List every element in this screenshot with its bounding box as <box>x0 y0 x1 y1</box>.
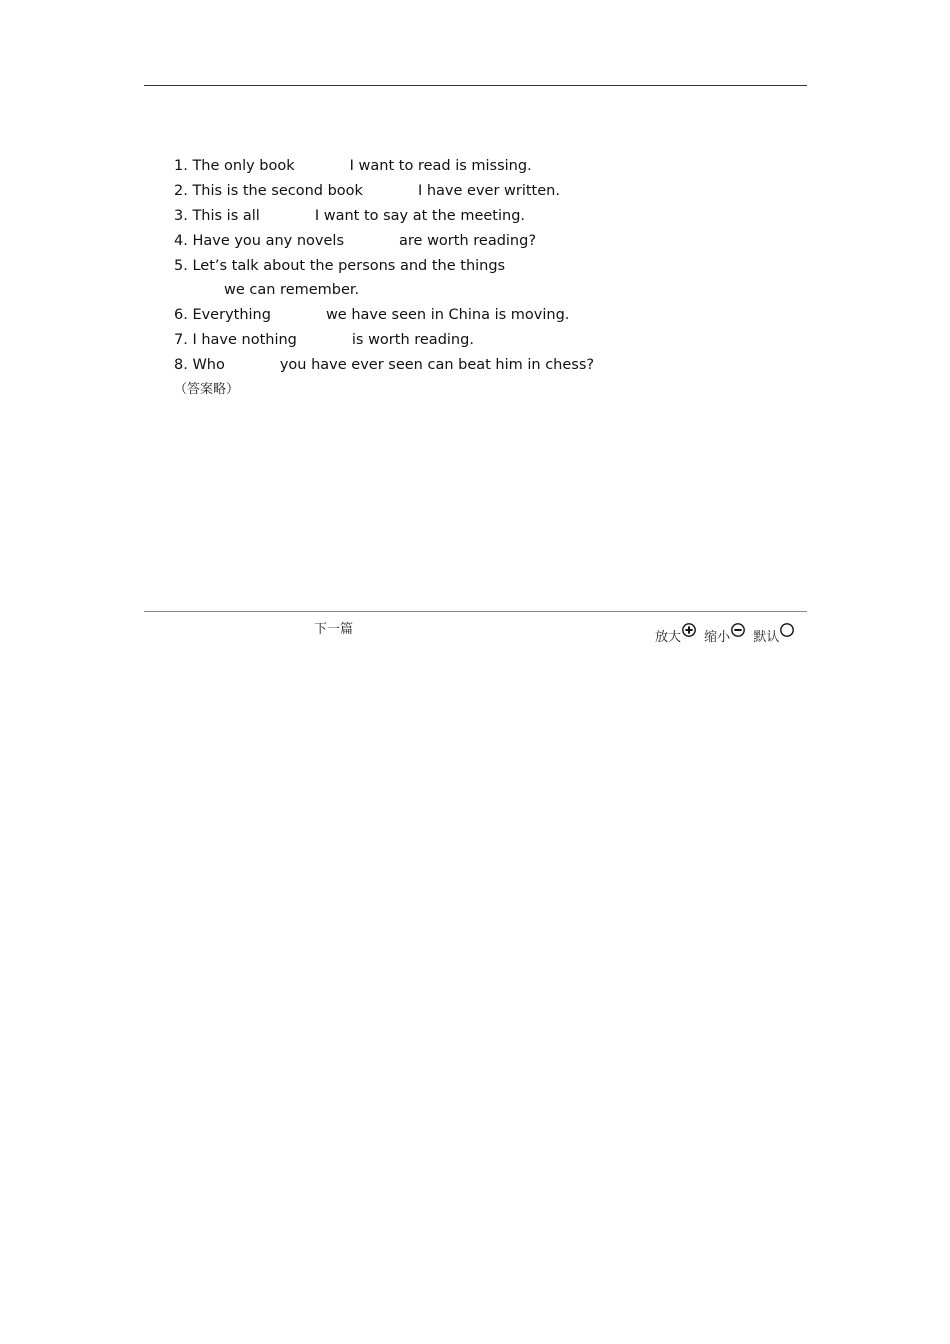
bottom-divider <box>144 611 807 612</box>
exercise-line-8 <box>174 353 734 378</box>
line-text-after: are worth reading? <box>399 232 537 249</box>
line-text-after: you have ever seen can beat him in chess? <box>279 357 595 374</box>
minus-circle-icon[interactable] <box>731 623 745 637</box>
exercise-line-5-continued <box>174 278 734 303</box>
zoom-default-button[interactable] <box>753 626 794 645</box>
exercise-line-3 <box>174 204 734 229</box>
line-text-before: 7. I have nothing <box>174 332 297 349</box>
line-text-before: 2. This is the second book <box>174 182 363 199</box>
zoom-default-label: 默认 <box>753 630 780 645</box>
line-text-before: 3. This is all <box>174 207 260 224</box>
zoom-controls <box>655 626 794 645</box>
zoom-out-button[interactable] <box>704 626 745 645</box>
line-text-after: I want to say at the meeting. <box>314 207 526 224</box>
zoom-out-label: 缩小 <box>704 630 731 645</box>
line-text-before: 8. Who <box>174 357 225 374</box>
line-text-after: I have ever written. <box>417 182 560 199</box>
line-text-before: 6. Everything <box>174 307 271 324</box>
line-text-before: 4. Have you any novels <box>174 232 345 249</box>
zoom-in-button[interactable] <box>655 626 696 645</box>
line-text-before: 1. The only book <box>174 158 295 174</box>
exercise-line-1 <box>174 154 734 179</box>
line-text-after: we have seen in China is moving. <box>325 307 570 324</box>
line-text-after: we can remember. <box>224 282 360 299</box>
line-text-after: I want to read is missing. <box>349 158 532 174</box>
top-divider <box>144 85 807 86</box>
next-article-link[interactable]: 下一篇 <box>314 622 354 637</box>
answer-omitted-note: （答案略） <box>174 382 240 398</box>
exercise-line-2 <box>174 179 734 204</box>
exercise-line-7 <box>174 328 734 353</box>
zoom-in-label: 放大 <box>655 630 682 645</box>
exercise-line-5 <box>174 254 734 279</box>
line-text-before: 5. Let’s talk about the persons and the things <box>174 257 506 274</box>
circle-icon[interactable] <box>780 623 794 637</box>
exercise-line-4 <box>174 229 734 254</box>
plus-circle-icon[interactable] <box>682 623 696 637</box>
line-text-after: is worth reading. <box>351 332 474 349</box>
exercise-block <box>174 154 734 403</box>
exercise-line-6 <box>174 303 734 328</box>
